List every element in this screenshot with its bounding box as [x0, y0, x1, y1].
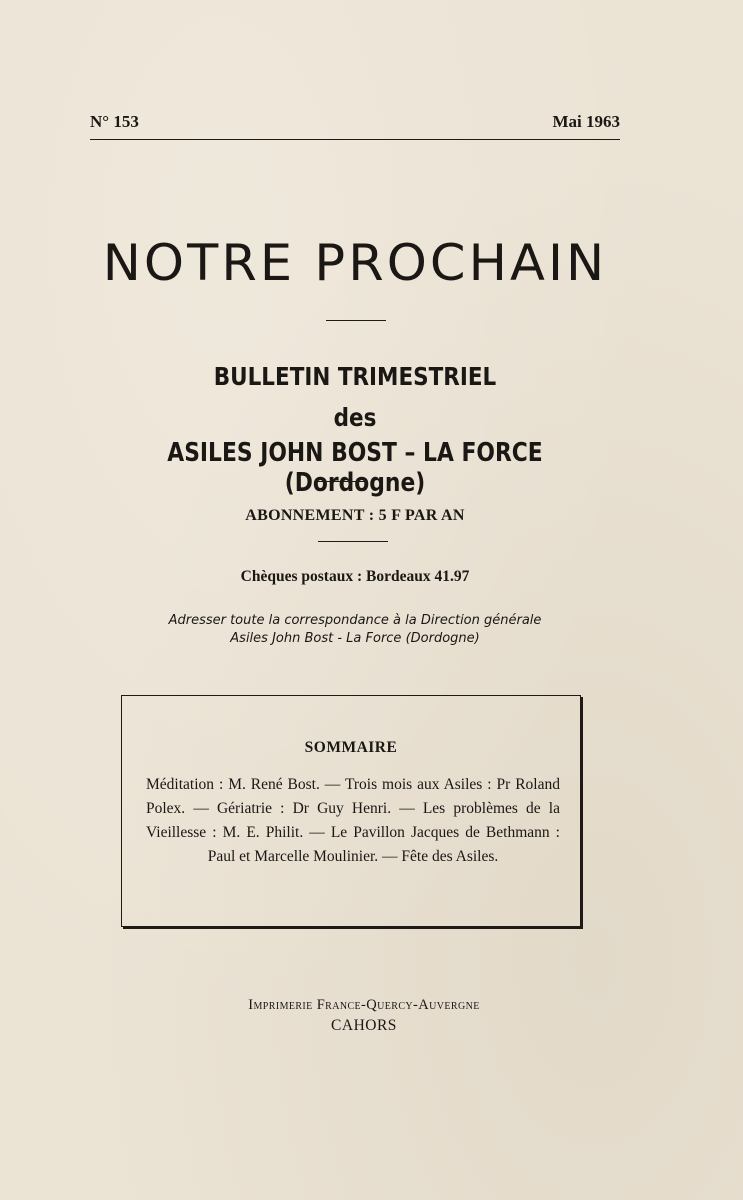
subscription-divider [318, 541, 388, 542]
summary-text: Méditation : M. René Bost. — Trois mois aux Asiles : Pr Roland Polex. — Gériatrie : Dr Guy Henri. — Les problèmes de la Vieillesse : M. E. Philit. — Le Pavillon Jacques de Bethmann : Paul et Marcelle Moulinier. — Fête des Asiles. [146, 776, 560, 865]
summary-title: SOMMAIRE [304, 739, 398, 756]
issue-date: Mai 1963 [552, 112, 620, 131]
issue-number: N° 153 [90, 112, 139, 131]
subtitle-bulletin: BULLETIN TRIMESTRIEL [213, 362, 497, 391]
bulletin-title: NOTRE PROCHAIN [102, 234, 608, 292]
subtitle-des: des [333, 403, 377, 432]
postal-cheques: Chèques postaux : Bordeaux 41.97 [240, 568, 470, 585]
header-row [90, 112, 620, 134]
header-rule [90, 139, 620, 140]
printer-city: CAHORS [331, 1017, 397, 1034]
summary-box [121, 695, 581, 927]
printer-name: Imprimerie France-Quercy-Auvergne [248, 997, 480, 1013]
address-line-2: Asiles John Bost - La Force (Dordogne) [230, 631, 480, 646]
address-line-1: Adresser toute la correspondance à la Direction générale [168, 613, 542, 628]
subtitle-divider [316, 481, 368, 482]
title-divider [326, 320, 386, 321]
subscription-price: ABONNEMENT : 5 F PAR AN [245, 507, 465, 524]
subtitle-institution: ASILES JOHN BOST – LA FORCE (Dordogne) [167, 438, 543, 498]
